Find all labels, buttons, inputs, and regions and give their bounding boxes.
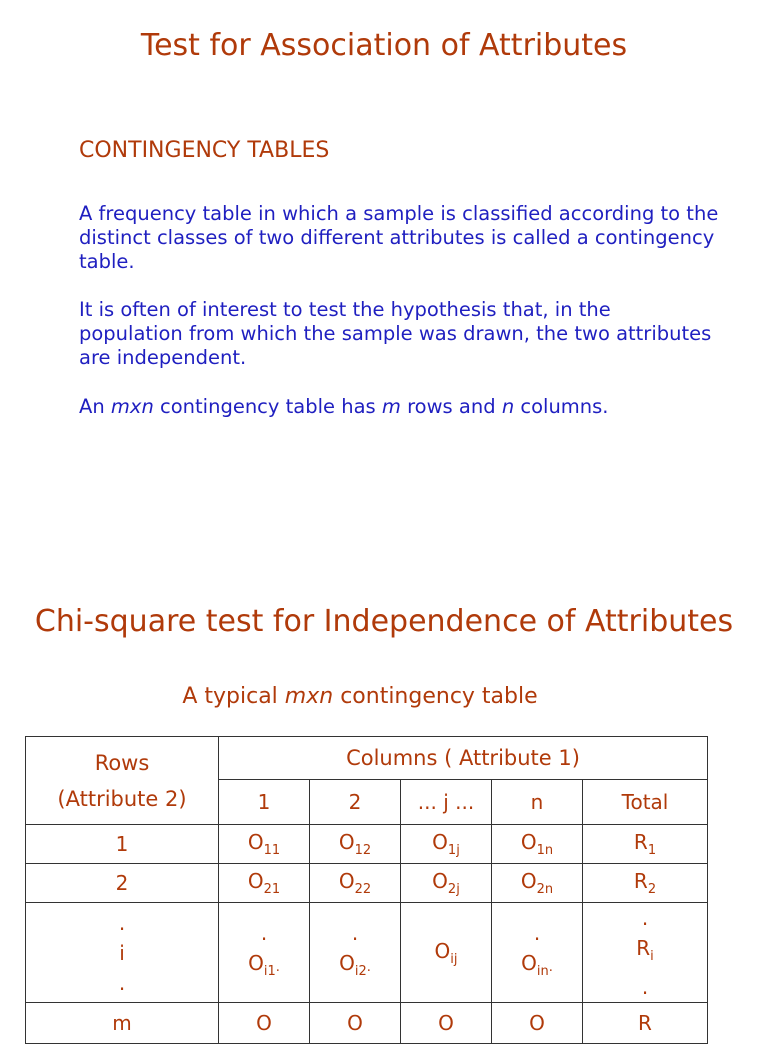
cell: $O_{ij}$ xyxy=(401,903,492,1003)
rows-header-line1: Rows xyxy=(94,750,150,775)
text: contingency table xyxy=(333,684,538,709)
row-label: m xyxy=(26,1003,219,1044)
paragraph-3 xyxy=(79,395,719,419)
emphasis-mxn: mxn xyxy=(284,684,334,709)
col-label-total: Total xyxy=(583,780,708,825)
row-label: . i . xyxy=(26,903,219,1003)
cell: O xyxy=(219,1003,310,1044)
cell: . $O_{in\cdot}$ xyxy=(492,903,583,1003)
col-label: ... j ... xyxy=(401,780,492,825)
cell: $O_{2n}$ xyxy=(492,864,583,903)
cell: $O_{1n}$ xyxy=(492,825,583,864)
rows-header-line2: (Attribute 2) xyxy=(57,786,187,811)
col-label: 2 xyxy=(310,780,401,825)
cell: O xyxy=(492,1003,583,1044)
cell: $O_{12}$ xyxy=(310,825,401,864)
cell: . $O_{i1\cdot}$ xyxy=(219,903,310,1003)
slide-1-title: Test for Association of Attributes xyxy=(140,28,628,63)
emphasis-m: m xyxy=(381,395,401,418)
text: A typical xyxy=(182,684,285,709)
text: contingency table has xyxy=(153,395,382,418)
cell: O xyxy=(401,1003,492,1044)
cell: $O_{2j}$ xyxy=(401,864,492,903)
cell-total: . $R_i$ . xyxy=(583,903,708,1003)
cell: $O_{22}$ xyxy=(310,864,401,903)
paragraph-1: A frequency table in which a sample is classified according to the distinct classes of two different attributes is called a contingency table. xyxy=(79,202,719,273)
cell: $O_{11}$ xyxy=(219,825,310,864)
emphasis-mxn: mxn xyxy=(110,395,154,418)
text: rows and xyxy=(400,395,502,418)
table-row xyxy=(26,864,708,903)
contingency-table xyxy=(25,736,708,1044)
table-row xyxy=(26,825,708,864)
row-label: 1 xyxy=(26,825,219,864)
paragraph-2: It is often of interest to test the hypothesis that, in the population from which the sample was drawn, the two attributes are independent. xyxy=(79,298,712,369)
slide-2-title: Chi-square test for Independence of Attributes xyxy=(34,604,734,639)
text: columns. xyxy=(514,395,609,418)
slide-2 xyxy=(0,560,768,1035)
col-label: 1 xyxy=(219,780,310,825)
cell: . $O_{i2\cdot}$ xyxy=(310,903,401,1003)
cell: $O_{21}$ xyxy=(219,864,310,903)
cell-total: $R_1$ xyxy=(583,825,708,864)
row-label: 2 xyxy=(26,864,219,903)
rows-header xyxy=(26,737,219,825)
col-label: n xyxy=(492,780,583,825)
text: An xyxy=(79,395,111,418)
table-row xyxy=(26,1003,708,1044)
cell: $O_{1j}$ xyxy=(401,825,492,864)
emphasis-n: n xyxy=(501,395,515,418)
table-caption xyxy=(0,684,720,709)
cell: O xyxy=(310,1003,401,1044)
table-row xyxy=(26,903,708,1003)
columns-header: Columns ( Attribute 1) xyxy=(219,737,708,780)
cell-total: R xyxy=(583,1003,708,1044)
cell-total: $R_2$ xyxy=(583,864,708,903)
subheading: CONTINGENCY TABLES xyxy=(79,138,330,163)
